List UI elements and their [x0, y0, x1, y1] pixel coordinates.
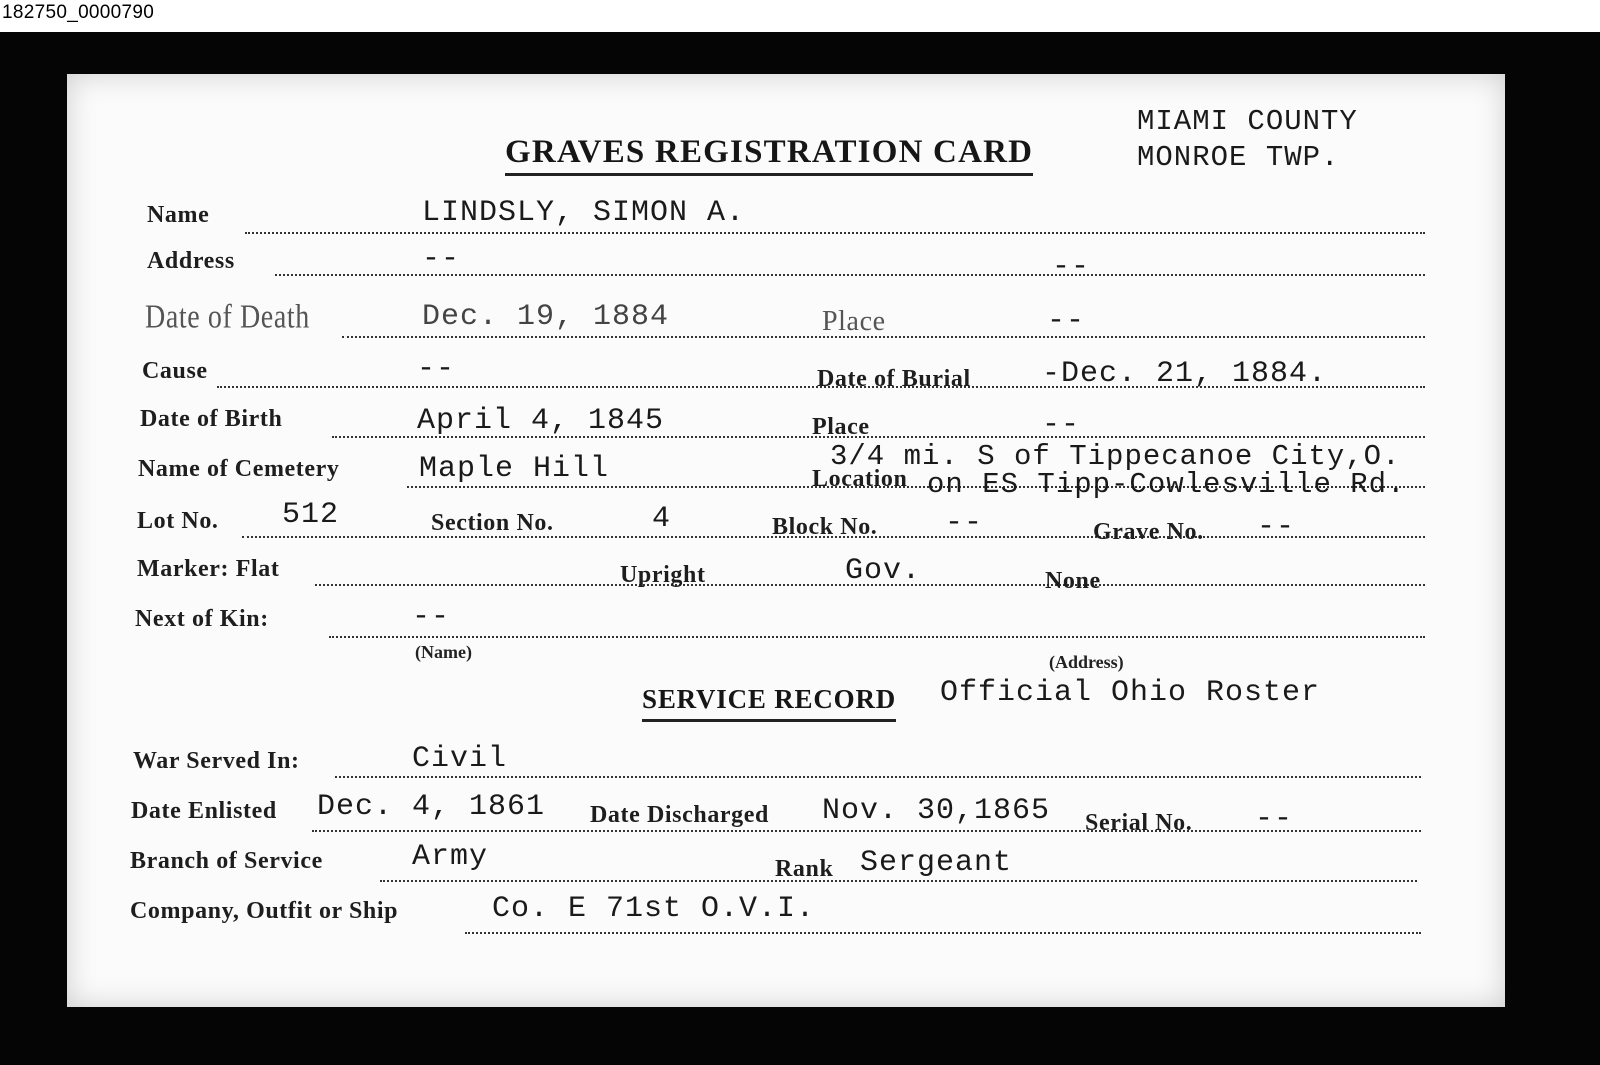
branch-value: Army — [412, 840, 489, 874]
lot-no-value: 512 — [282, 498, 340, 532]
location-value-line2: on ES Tipp-Cowlesville Rd. — [927, 468, 1406, 501]
branch-line — [380, 880, 1417, 882]
service-record-heading: SERVICE RECORD — [642, 684, 896, 722]
grave-no-value: -- — [1257, 510, 1296, 544]
section-no-value: 4 — [652, 502, 672, 536]
address-value-2: -- — [1052, 250, 1091, 284]
company-label: Company, Outfit or Ship — [130, 898, 399, 924]
address-label: Address — [147, 248, 235, 274]
lot-no-label: Lot No. — [137, 508, 219, 534]
date-discharged-value: Nov. 30,1865 — [822, 794, 1051, 828]
date-enlisted-value: Dec. 4, 1861 — [317, 790, 546, 824]
death-place-label: Place — [822, 306, 886, 337]
marker-flat-label: Marker: Flat — [137, 556, 280, 582]
death-place-value: -- — [1047, 304, 1086, 338]
upright-label: Upright — [620, 562, 706, 588]
company-line — [465, 932, 1421, 934]
cemetery-value: Maple Hill — [419, 452, 610, 486]
location-label: Location — [812, 466, 908, 492]
service-record-source: Official Ohio Roster — [940, 676, 1321, 710]
serial-no-value: -- — [1255, 802, 1294, 836]
birth-place-value: -- — [1042, 408, 1081, 442]
date-enlisted-label: Date Enlisted — [131, 798, 277, 824]
date-of-birth-value: April 4, 1845 — [417, 404, 665, 438]
address-caption: (Address) — [1049, 652, 1124, 672]
branch-label: Branch of Service — [130, 848, 323, 874]
date-of-death-value: Dec. 19, 1884 — [422, 300, 670, 334]
card-title: GRAVES REGISTRATION CARD — [505, 134, 1033, 176]
war-value: Civil — [412, 742, 508, 776]
date-of-birth-label: Date of Birth — [140, 406, 283, 432]
image-id-label: 182750_0000790 — [2, 2, 155, 23]
address-value-1: -- — [422, 242, 461, 276]
none-label: None — [1045, 568, 1101, 594]
birth-place-label: Place — [812, 414, 870, 440]
grave-no-label: Grave No. — [1093, 519, 1204, 545]
date-of-burial-label: Date of Burial — [817, 366, 971, 392]
company-value: Co. E 71st O.V.I. — [492, 892, 816, 926]
next-of-kin-label: Next of Kin: — [135, 606, 269, 632]
cause-value: -- — [417, 352, 456, 386]
war-served-label: War Served In: — [133, 748, 300, 774]
county-line-2: MONROE TWP. — [1137, 141, 1340, 174]
county-line-1: MIAMI COUNTY — [1137, 105, 1358, 138]
date-of-burial-value: -Dec. 21, 1884. — [1042, 357, 1328, 391]
date-discharged-label: Date Discharged — [590, 802, 769, 828]
next-of-kin-line — [329, 636, 1425, 638]
date-of-death-label: Date of Death — [145, 298, 310, 336]
graves-registration-card — [67, 74, 1505, 1007]
upright-value: Gov. — [845, 554, 922, 588]
rank-value: Sergeant — [860, 846, 1013, 880]
block-no-value: -- — [945, 506, 984, 540]
section-no-label: Section No. — [431, 510, 554, 536]
rank-label: Rank — [775, 856, 834, 882]
next-of-kin-value: -- — [412, 600, 451, 634]
block-no-label: Block No. — [772, 514, 878, 540]
name-caption: (Name) — [415, 642, 472, 662]
name-value: LINDSLY, SIMON A. — [422, 196, 746, 230]
cause-label: Cause — [142, 358, 208, 384]
serial-no-label: Serial No. — [1085, 810, 1193, 836]
name-line — [245, 232, 1425, 234]
location-value-line1: 3/4 mi. S of Tippecanoe City,O. — [830, 440, 1401, 473]
cemetery-label: Name of Cemetery — [138, 456, 340, 482]
name-label: Name — [147, 202, 210, 228]
war-line — [335, 776, 1421, 778]
